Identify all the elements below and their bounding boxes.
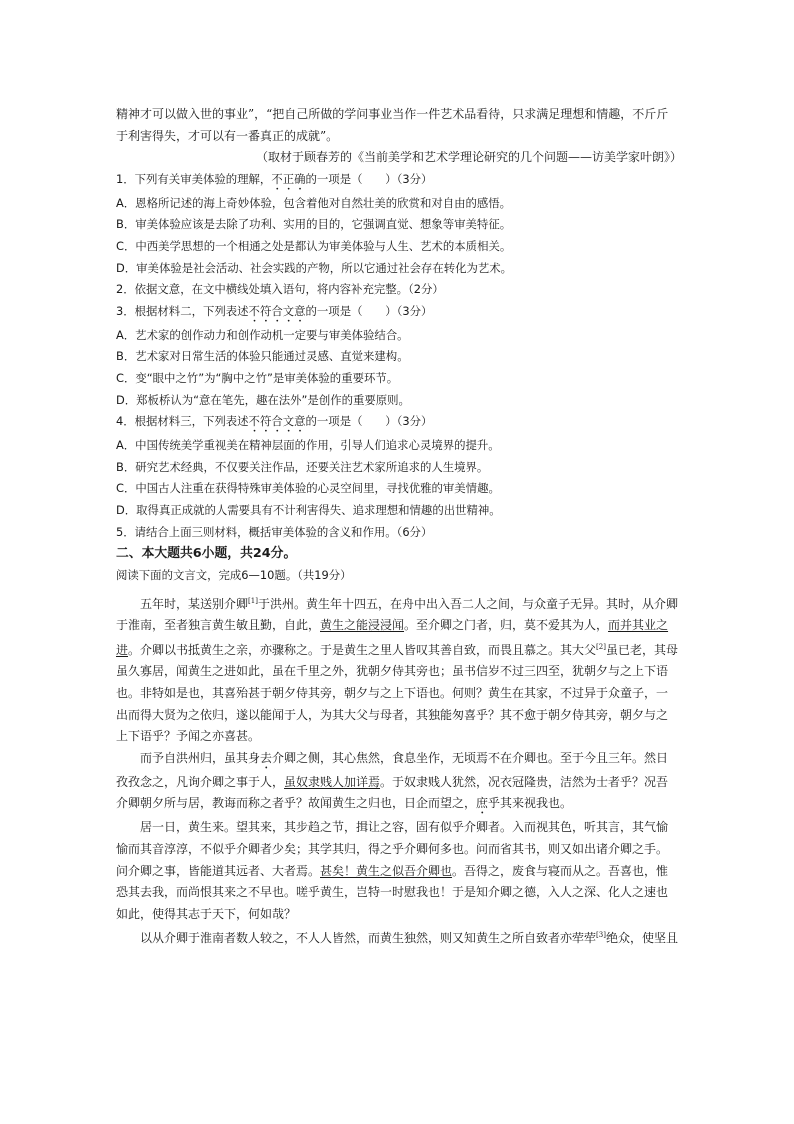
passage-p2-line-3: 介卿朝夕所与居，教诲而称之者乎？故闻黄生之归也，日企而望之，庶乎其来视我也。 [116, 796, 573, 811]
passage-p3-line-5: 如此，使得其志于天下，何如哉？ [116, 906, 297, 921]
passage-p1-line-1: 五年时，某送别介卿[1]于洪州。黄生年十四五，在舟中出入吾二人之间，与众童子无异。其时，从介卿 [140, 596, 678, 611]
passage-p3-line-1: 居一日，黄生来。望其来，其步趋之节，揖让之容，固有似乎介卿者。入而视其色，听其言，其气愉 [140, 820, 669, 835]
passage-p1-line-2: 于淮南，至者独言黄生敏且勤，自此，黄生之能浸浸闻。至介卿之门者，归，莫不爱其为人，而并其业之 [116, 618, 669, 633]
q4-option-c: C．中国古人注重在获得特殊审美体验的心灵空间里，寻找优雅的审美情趣。 [116, 481, 500, 496]
passage-p1-line-4: 虽久寡居，闻黄生之进如此，虽在千里之外，犹朝夕侍其旁也；虽书信岁不过三四至，犹朝夕与之上下语 [116, 664, 669, 679]
question-4-stem: 4．根据材料三，下列表述不符合文意的一项是（ ）（3分） [116, 414, 433, 429]
passage-p1-line-7: 上下语乎？予闻之亦喜甚。 [116, 729, 261, 744]
passage-p1-line-6: 出而得大贤为之依归，遂以能闻于人，为其大父与母者，其独能匆喜乎？其不愈于朝夕侍其旁，朝夕与之 [116, 707, 669, 722]
q3-option-a: A．艺术家的创作动力和创作动机一定要与审美体验结合。 [116, 327, 409, 342]
underlined-phrase: 甚矣！黄生之似吾介卿也 [320, 863, 453, 878]
emphasis-mark: 庶 [476, 796, 489, 811]
underlined-phrase: 而并其业之 [608, 618, 669, 633]
underlined-phrase: 黄生之能浸浸闻 [320, 618, 405, 633]
emphasis-mark: 不符合文意 [248, 303, 306, 318]
q4-option-d: D．取得真正成就的人需要具有不计利害得失、追求理想和情趣的出世精神。 [116, 502, 501, 517]
q1-option-c: C．中西美学思想的一个相通之处是都认为审美体验与人生、艺术的本质相关。 [116, 238, 512, 253]
question-2-stem: 2．依据文意，在文中横线处填入语句，将内容补充完整。（2分） [116, 282, 444, 297]
passage-p1-line-3: 进。介卿以书抵黄生之亲，亦骤称之。于是黄生之里人皆叹其善自致，而畏且慕之。其大父[2]虽已老，其母 [116, 642, 678, 657]
passage-p4-line-1: 以从介卿于淮南者数人较之，不人人皆然，而黄生独然，则又知黄生之所自致者亦荦荦[3]绝众，使坚且 [140, 931, 678, 946]
underlined-phrase: 虽奴隶贱人加详焉 [284, 774, 381, 789]
passage-p3-line-2: 愉而其音淳淳，不似乎介卿者少矣；其学其归，得之乎介卿何多也。问而省其书，则又如出诸介卿之手。 [116, 842, 669, 857]
intro-line-2: 于利害得失，才可以有一番真正的成就”。 [116, 128, 339, 143]
emphasis-mark: 去 [260, 750, 273, 765]
passage-p2-line-1: 而予自洪州归，虽其身去介卿之侧，其心焦然，食息坐作，无顷焉不在介卿也。至于今且三年。然日 [140, 750, 669, 765]
intro-line-1: 精神才可以做入世的事业”，“把自己所做的学问事业当作一件艺术品看待，只求满足理想和情趣，不斤斤 [116, 107, 669, 121]
q3-option-b: B．艺术家对日常生活的体验只能通过灵感、直觉来建构。 [116, 349, 409, 364]
q3-option-c: C．变“眼中之竹”为“胸中之竹”是审美体验的重要环节。 [116, 370, 399, 385]
q1-option-d: D．审美体验是社会活动、社会实践的产物，所以它通过社会存在转化为艺术。 [116, 260, 513, 275]
passage-p2-line-2: 孜孜念之，凡询介卿之事于人，虽奴隶贱人加详焉。于奴隶贱人犹然，况衣冠隆贵，洁然为士者乎？况吾 [116, 774, 669, 789]
source-citation: （取材于顾春芳的《当前美学和艺术学理论研究的几个问题——访美学家叶朗》） [255, 150, 682, 165]
question-3-stem: 3．根据材料二，下列表述不符合文意的一项是（ ）（3分） [116, 303, 433, 318]
passage-p3-line-4: 恐其去我，而尚恨其来之不早也。嗟乎黄生，岂特一时慰我也！于是知介卿之德，入人之深、化人之速也 [116, 885, 669, 900]
exam-page [116, 104, 682, 950]
q1-option-a: A．恩格所记述的海上奇妙体验，包含着他对自然壮美的欣赏和对自由的感悟。 [116, 195, 512, 210]
q4-option-b: B．研究艺术经典，不仅要关注作品，还要关注艺术家所追求的人生境界。 [116, 459, 489, 474]
emphasis-mark: 不正确 [271, 171, 306, 186]
question-1-stem: 1．下列有关审美体验的理解，不正确的一项是（ ）（3分） [116, 171, 433, 186]
underlined-phrase: 进 [116, 642, 129, 657]
question-5-stem: 5．请结合上面三则材料，概括审美体验的含义和作用。（6分） [116, 524, 433, 539]
section-2-heading: 二、本大题共6小题，共24分。 [116, 546, 297, 562]
q1-option-b: B．审美体验应该是去除了功利、实用的目的，它强调直觉、想象等审美特征。 [116, 217, 512, 232]
section-2-instruction: 阅读下面的文言文，完成6—10题。（共19分） [116, 568, 352, 583]
passage-p1-line-5: 也。非特如是也，其喜殆甚于朝夕侍其旁，朝夕与之上下语也。何则？黄生在其家，不过异于众童子，一 [116, 686, 669, 701]
q3-option-d: D．郑板桥认为“意在笔先，趣在法外”是创作的重要原则。 [116, 392, 410, 407]
emphasis-mark: 不符合文意 [248, 414, 306, 429]
passage-p3-line-3: 问介卿之事，皆能道其远者、大者焉。甚矣！黄生之似吾介卿也。吾得之，废食与寝而从之。吾喜也，惟 [116, 863, 669, 878]
q4-option-a: A．中国传统美学重视美在精神层面的作用，引导人们追求心灵境界的提升。 [116, 438, 500, 453]
